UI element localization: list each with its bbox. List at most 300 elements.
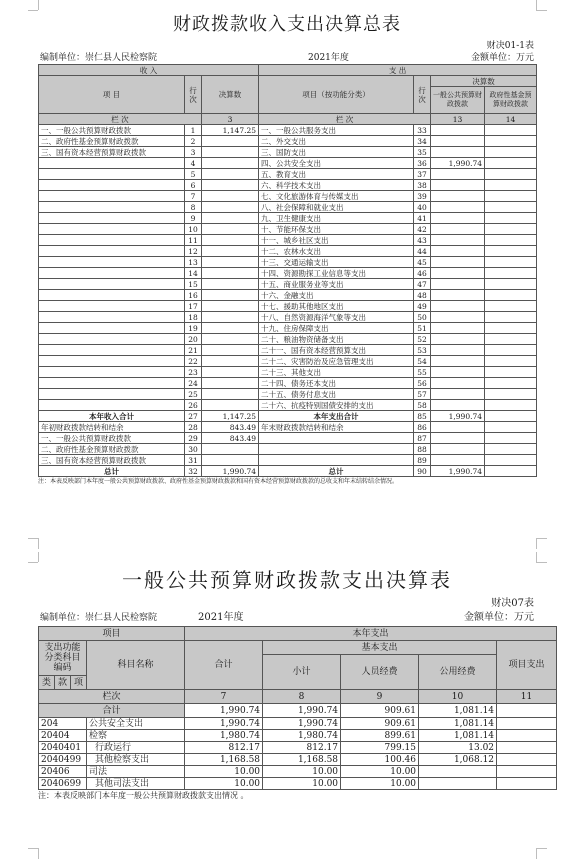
subtotal-amount: 812.17 — [263, 742, 341, 754]
expense-row-no: 57 — [414, 389, 431, 400]
income-row-no: 15 — [185, 279, 202, 290]
subject-name: 司法 — [87, 766, 185, 778]
table-row — [39, 766, 557, 778]
income-item: 总计 — [39, 466, 185, 477]
table-row — [39, 136, 537, 147]
expense-row-no: 90 — [414, 466, 431, 477]
expense-row-no: 53 — [414, 345, 431, 356]
income-item — [39, 224, 185, 235]
table-row — [39, 444, 537, 455]
table-row — [39, 312, 537, 323]
income-item — [39, 213, 185, 224]
expense-item: 八、社会保障和就业支出 — [259, 202, 414, 213]
general-budget-amount — [431, 125, 485, 136]
income-row-no: 21 — [185, 345, 202, 356]
summary-table-page — [38, 10, 536, 487]
table-row — [39, 246, 537, 257]
income-item — [39, 356, 185, 367]
table-row — [39, 742, 557, 754]
public-amount — [419, 766, 497, 778]
income-amount — [202, 158, 259, 169]
fund-budget-amount — [485, 125, 537, 136]
general-budget-amount — [431, 312, 485, 323]
income-item — [39, 235, 185, 246]
table-row — [39, 718, 557, 730]
income-item — [39, 158, 185, 169]
income-row-no: 6 — [185, 180, 202, 191]
income-row-no: 9 — [185, 213, 202, 224]
income-row-no: 32 — [185, 466, 202, 477]
col-number: 11 — [497, 690, 557, 704]
income-row-no: 19 — [185, 323, 202, 334]
expense-item: 二十四、债务还本支出 — [259, 378, 414, 389]
general-budget-amount — [431, 378, 485, 389]
income-item — [39, 334, 185, 345]
subtotal-amount: 10.00 — [263, 766, 341, 778]
income-row-no: 26 — [185, 400, 202, 411]
income-item — [39, 389, 185, 400]
general-budget-amount — [431, 301, 485, 312]
income-item: 三、国有资本经营预算财政拨款 — [39, 147, 185, 158]
expense-row-no: 49 — [414, 301, 431, 312]
expense-item: 十五、商业服务业等支出 — [259, 279, 414, 290]
col-label: 栏 次 — [259, 114, 431, 125]
sum-public: 1,081.14 — [419, 704, 497, 718]
sum-total: 1,990.74 — [185, 704, 263, 718]
col-label: 栏次 — [39, 690, 185, 704]
income-row-no: 2 — [185, 136, 202, 147]
table-row — [39, 367, 537, 378]
expense-item: 七、文化旅游体育与传媒支出 — [259, 191, 414, 202]
table1-meta-row — [38, 52, 536, 64]
fund-budget-amount — [485, 213, 537, 224]
subject-name: 行政运行 — [87, 742, 185, 754]
expense-row-no: 37 — [414, 169, 431, 180]
lei-header: 类 — [39, 676, 55, 690]
income-amount — [202, 367, 259, 378]
fund-budget-amount — [485, 312, 537, 323]
income-amount: 1,990.74 — [202, 466, 259, 477]
personnel-amount: 100.46 — [341, 754, 419, 766]
expense-item: 二十二、灾害防治及应急管理支出 — [259, 356, 414, 367]
income-item — [39, 180, 185, 191]
fund-budget-amount — [485, 246, 537, 257]
expense-item: 年末财政拨款结转和结余 — [259, 422, 414, 433]
fund-budget-amount — [485, 356, 537, 367]
table-row — [39, 400, 537, 411]
subject-name: 其他司法支出 — [87, 778, 185, 790]
income-amount — [202, 257, 259, 268]
income-amount — [202, 356, 259, 367]
income-amount — [202, 444, 259, 455]
total-amount: 10.00 — [185, 766, 263, 778]
table-row — [39, 268, 537, 279]
expense-row-no: 39 — [414, 191, 431, 202]
income-row-no: 3 — [185, 147, 202, 158]
fund-budget-amount — [485, 169, 537, 180]
income-amount: 843.49 — [202, 422, 259, 433]
income-amount: 1,147.25 — [202, 411, 259, 422]
income-item — [39, 323, 185, 334]
row-no-header: 行次 — [185, 76, 202, 114]
table-row — [39, 334, 537, 345]
income-amount — [202, 345, 259, 356]
expense-item: 本年支出合计 — [259, 411, 414, 422]
sum-project — [497, 704, 557, 718]
general-budget-amount — [431, 345, 485, 356]
expense-item: 九、卫生健康支出 — [259, 213, 414, 224]
income-row-no: 24 — [185, 378, 202, 389]
income-row-no: 1 — [185, 125, 202, 136]
item-header: 项目 — [39, 627, 185, 641]
col-number: 13 — [431, 114, 485, 125]
income-item: 三、国有资本经营预算财政拨款 — [39, 455, 185, 466]
fund-budget-amount — [485, 389, 537, 400]
income-amount — [202, 202, 259, 213]
income-amount — [202, 246, 259, 257]
income-row-no: 8 — [185, 202, 202, 213]
crop-mark — [536, 848, 547, 859]
table-row — [39, 345, 537, 356]
crop-mark — [28, 848, 39, 859]
table-row — [39, 356, 537, 367]
table-row — [39, 213, 537, 224]
table-row — [39, 257, 537, 268]
income-item: 本年收入合计 — [39, 411, 185, 422]
income-row-no: 11 — [185, 235, 202, 246]
expense-row-no: 85 — [414, 411, 431, 422]
table-row — [39, 125, 537, 136]
income-row-no: 5 — [185, 169, 202, 180]
general-budget-amount — [431, 180, 485, 191]
function-code: 204 — [39, 718, 87, 730]
fund-budget-amount — [485, 180, 537, 191]
table-row — [39, 224, 537, 235]
income-item — [39, 400, 185, 411]
table-row — [39, 279, 537, 290]
item-header: 项 目 — [39, 76, 185, 114]
xiang-header: 项 — [71, 676, 87, 690]
table-row — [39, 411, 537, 422]
income-item — [39, 202, 185, 213]
income-item — [39, 290, 185, 301]
fund-budget-amount — [485, 422, 537, 433]
income-item — [39, 378, 185, 389]
income-row-no: 20 — [185, 334, 202, 345]
income-item — [39, 191, 185, 202]
income-row-no: 14 — [185, 268, 202, 279]
table-row — [39, 180, 537, 191]
table-row — [39, 290, 537, 301]
project-amount — [497, 766, 557, 778]
expense-item: 二、外交支出 — [259, 136, 414, 147]
total-header: 合计 — [185, 641, 263, 690]
expense-row-no: 87 — [414, 433, 431, 444]
fund-budget-amount — [485, 290, 537, 301]
income-row-no: 29 — [185, 433, 202, 444]
expense-row-no: 36 — [414, 158, 431, 169]
expense-row-no: 33 — [414, 125, 431, 136]
total-amount: 1,990.74 — [185, 718, 263, 730]
income-amount — [202, 301, 259, 312]
table-row — [39, 202, 537, 213]
amount-header: 决算数 — [202, 76, 259, 114]
name-header: 科目名称 — [87, 641, 185, 690]
table2-currency: 金额单位：万元 — [464, 612, 534, 623]
project-amount — [497, 742, 557, 754]
expense-table — [38, 626, 557, 790]
expense-row-no: 41 — [414, 213, 431, 224]
income-amount — [202, 180, 259, 191]
subtotal-amount: 10.00 — [263, 778, 341, 790]
fund-budget-amount — [485, 224, 537, 235]
income-amount — [202, 169, 259, 180]
income-row-no: 18 — [185, 312, 202, 323]
summary-table — [38, 64, 537, 477]
project-amount — [497, 730, 557, 742]
table-row — [39, 169, 537, 180]
fund-budget-amount — [485, 455, 537, 466]
income-amount — [202, 147, 259, 158]
income-amount — [202, 312, 259, 323]
expense-item: 二十、粮油物资储备支出 — [259, 334, 414, 345]
income-row-no: 13 — [185, 257, 202, 268]
table-row — [39, 730, 557, 742]
expense-item: 十七、援助其他地区支出 — [259, 301, 414, 312]
expense-item: 三、国防支出 — [259, 147, 414, 158]
income-row-no: 10 — [185, 224, 202, 235]
col-number: 3 — [202, 114, 259, 125]
total-amount: 1,168.58 — [185, 754, 263, 766]
general-budget-amount — [431, 389, 485, 400]
income-amount — [202, 213, 259, 224]
income-item: 二、政府性基金预算财政拨款 — [39, 136, 185, 147]
expense-row-no: 54 — [414, 356, 431, 367]
income-amount — [202, 400, 259, 411]
table2-unit-label: 编制单位：崇仁县人民检察院 — [40, 613, 158, 623]
expense-item: 十三、交通运输支出 — [259, 257, 414, 268]
expense-item: 总计 — [259, 466, 414, 477]
general-budget-amount — [431, 235, 485, 246]
income-item — [39, 268, 185, 279]
general-budget-amount — [431, 444, 485, 455]
income-row-no: 25 — [185, 389, 202, 400]
general-budget-amount — [431, 257, 485, 268]
public-amount: 13.02 — [419, 742, 497, 754]
expense-row-no: 58 — [414, 400, 431, 411]
fund-budget-amount — [485, 400, 537, 411]
income-row-no: 23 — [185, 367, 202, 378]
fund-budget-amount — [485, 136, 537, 147]
general-budget-amount — [431, 400, 485, 411]
general-budget-amount — [431, 246, 485, 257]
expense-row-no: 38 — [414, 180, 431, 191]
expense-row-no: 45 — [414, 257, 431, 268]
expense-item: 二十六、抗疫特别国债安排的支出 — [259, 400, 414, 411]
function-code: 20404 — [39, 730, 87, 742]
income-item — [39, 279, 185, 290]
table-row — [39, 323, 537, 334]
fund-budget-amount — [485, 235, 537, 246]
table1-title: 财政拨款收入支出决算总表 — [173, 14, 401, 35]
income-amount — [202, 235, 259, 246]
table-row — [39, 191, 537, 202]
general-budget-amount — [431, 191, 485, 202]
table-row — [39, 389, 537, 400]
crop-mark — [536, 0, 547, 11]
expense-item: 六、科学技术支出 — [259, 180, 414, 191]
subtotal-amount: 1,168.58 — [263, 754, 341, 766]
table2-form-no: 财决07表 — [491, 598, 534, 609]
expense-row-no: 52 — [414, 334, 431, 345]
income-item — [39, 246, 185, 257]
income-row-no: 27 — [185, 411, 202, 422]
table2-form-row — [38, 598, 536, 612]
table-row — [39, 235, 537, 246]
expense-row-no: 89 — [414, 455, 431, 466]
table2-meta-row — [38, 612, 536, 626]
fund-budget-amount — [485, 367, 537, 378]
general-budget-amount — [431, 268, 485, 279]
total-amount: 812.17 — [185, 742, 263, 754]
fund-budget-amount — [485, 433, 537, 444]
income-item — [39, 312, 185, 323]
fund-budget-amount — [485, 257, 537, 268]
subject-name: 其他检察支出 — [87, 754, 185, 766]
col-number: 7 — [185, 690, 263, 704]
expense-row-no: 35 — [414, 147, 431, 158]
table-row — [39, 378, 537, 389]
project-amount — [497, 718, 557, 730]
income-row-no: 16 — [185, 290, 202, 301]
col-number: 10 — [419, 690, 497, 704]
general-budget-amount — [431, 202, 485, 213]
income-row-no: 22 — [185, 356, 202, 367]
income-row-no: 30 — [185, 444, 202, 455]
expense-item — [259, 455, 414, 466]
table-row — [39, 433, 537, 444]
income-row-no: 31 — [185, 455, 202, 466]
expense-row-no: 44 — [414, 246, 431, 257]
income-item: 一、一般公共预算财政拨款 — [39, 125, 185, 136]
table1-unit-label: 编制单位：崇仁县人民检察院 — [40, 53, 158, 63]
expense-row-no: 40 — [414, 202, 431, 213]
crop-mark — [536, 552, 547, 563]
fund-budget-amount — [485, 378, 537, 389]
expense-item: 二十三、其他支出 — [259, 367, 414, 378]
general-budget-amount — [431, 290, 485, 301]
general-budget-amount — [431, 356, 485, 367]
personnel-amount: 10.00 — [341, 778, 419, 790]
income-item: 一、一般公共预算财政拨款 — [39, 433, 185, 444]
income-amount: 1,147.25 — [202, 125, 259, 136]
expense-item: 十四、资源勘探工业信息等支出 — [259, 268, 414, 279]
income-amount: 843.49 — [202, 433, 259, 444]
public-amount: 1,081.14 — [419, 718, 497, 730]
income-item — [39, 301, 185, 312]
general-budget-amount: 1,990.74 — [431, 411, 485, 422]
income-row-no: 4 — [185, 158, 202, 169]
subtotal-header: 小计 — [263, 655, 341, 690]
fund-budget-amount — [485, 444, 537, 455]
fund-budget-amount — [485, 334, 537, 345]
income-item — [39, 169, 185, 180]
table-row — [39, 158, 537, 169]
general-budget-amount — [431, 455, 485, 466]
function-code: 2040699 — [39, 778, 87, 790]
basic-expense-header: 基本支出 — [263, 641, 497, 655]
total-amount: 1,980.74 — [185, 730, 263, 742]
table-row — [39, 466, 537, 477]
expense-item: 十二、农林水支出 — [259, 246, 414, 257]
income-row-no: 7 — [185, 191, 202, 202]
subject-name: 检察 — [87, 730, 185, 742]
general-budget-amount — [431, 334, 485, 345]
fund-budget-header: 政府性基金预算财政拨款 — [485, 87, 537, 114]
function-code: 2040499 — [39, 754, 87, 766]
table1-currency: 金额单位：万元 — [470, 53, 534, 63]
expense-row-no: 56 — [414, 378, 431, 389]
personnel-amount: 899.61 — [341, 730, 419, 742]
project-amount — [497, 754, 557, 766]
sum-label: 合计 — [39, 704, 185, 718]
subtotal-amount: 1,980.74 — [263, 730, 341, 742]
table1-form-row — [38, 40, 536, 52]
project-header: 项目支出 — [497, 641, 557, 690]
expense-row-no: 51 — [414, 323, 431, 334]
fund-budget-amount — [485, 279, 537, 290]
expense-row-no: 43 — [414, 235, 431, 246]
expense-header: 支 出 — [259, 65, 537, 76]
expense-item: 十六、金融支出 — [259, 290, 414, 301]
general-budget-amount — [431, 323, 485, 334]
function-code: 2040401 — [39, 742, 87, 754]
table-row — [39, 422, 537, 433]
public-amount: 1,068.12 — [419, 754, 497, 766]
expense-item: 四、公共安全支出 — [259, 158, 414, 169]
income-amount — [202, 455, 259, 466]
general-budget-amount — [431, 367, 485, 378]
table1-form-no: 财决01-1表 — [486, 41, 534, 51]
general-budget-amount — [431, 147, 485, 158]
table1-note: 注：本表反映部门本年度一般公共预算财政拨款、政府性基金预算财政拨款和国有资本经营预算财政拨款的总收支和年末结转结余情况。 — [38, 478, 399, 485]
col-number: 8 — [263, 690, 341, 704]
public-header: 公用经费 — [419, 655, 497, 690]
public-amount: 1,081.14 — [419, 730, 497, 742]
income-item: 二、政府性基金预算财政拨款 — [39, 444, 185, 455]
table-row — [39, 147, 537, 158]
table1-year: 2021年度 — [308, 53, 349, 63]
general-budget-amount — [431, 433, 485, 444]
general-budget-amount — [431, 213, 485, 224]
general-budget-amount — [431, 279, 485, 290]
table2-title: 一般公共预算财政拨款支出决算表 — [122, 568, 452, 592]
table-row — [39, 455, 537, 466]
personnel-amount: 10.00 — [341, 766, 419, 778]
expense-item: 十八、自然资源海洋气象等支出 — [259, 312, 414, 323]
personnel-amount: 909.61 — [341, 718, 419, 730]
table2-year: 2021年度 — [198, 612, 244, 623]
col-label: 栏 次 — [39, 114, 202, 125]
income-amount — [202, 334, 259, 345]
income-header: 收 入 — [39, 65, 259, 76]
fund-budget-amount — [485, 323, 537, 334]
general-budget-amount — [431, 224, 485, 235]
expense-item: 一、一般公共服务支出 — [259, 125, 414, 136]
income-amount — [202, 378, 259, 389]
col-number: 14 — [485, 114, 537, 125]
table2-note: 注：本表反映部门本年度一般公共预算财政拨款支出情况 。 — [38, 791, 249, 800]
